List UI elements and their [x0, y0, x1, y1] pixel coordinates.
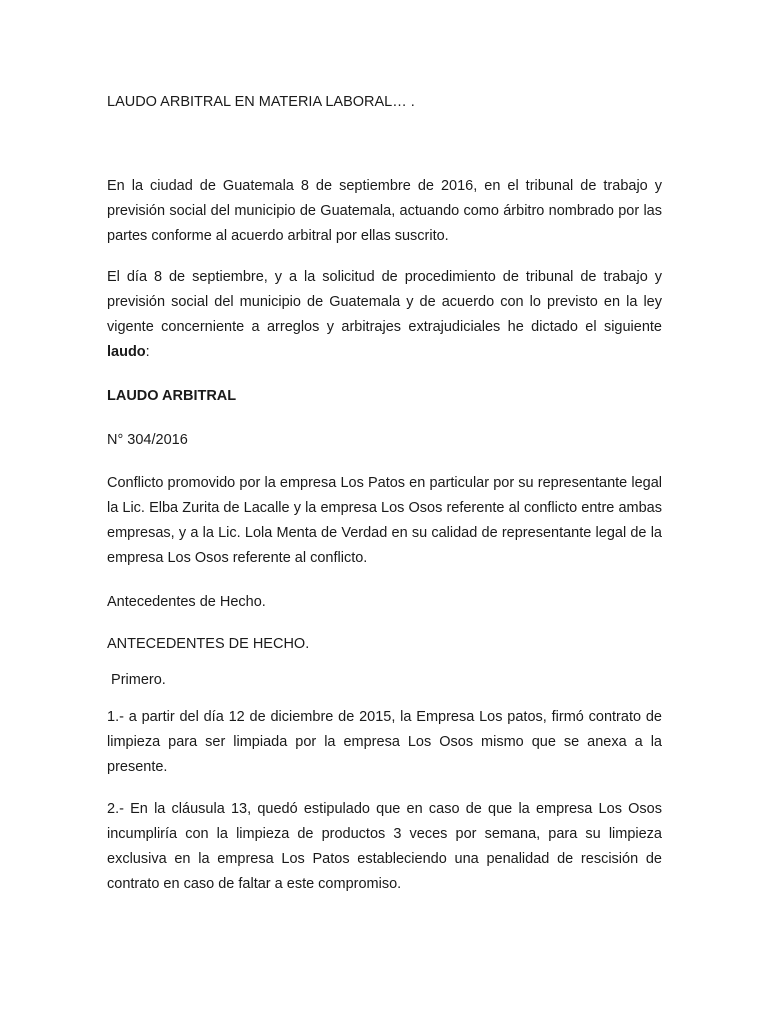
antecedentes-caps-heading: ANTECEDENTES DE HECHO. — [107, 636, 310, 652]
item-1: 1.- a partir del día 12 de diciembre de 2015, la Empresa Los patos, firmó contrato de limpieza para ser limpiada por la empresa Los Osos mismo que se anexa a la presente. — [107, 709, 662, 775]
document-title: LAUDO ARBITRAL EN MATERIA LABORAL… . — [107, 94, 415, 110]
primero-heading: Primero. — [107, 672, 166, 688]
conflict-paragraph: Conflicto promovido por la empresa Los Patos en particular por su representante legal la Lic. Elba Zurita de Lacalle y la empresa Los Osos referente al conflicto entre ambas empresas, y a la Lic. Lola Menta de Verdad en su calidad de representante legal de la empresa Los Osos referente al conflicto. — [107, 475, 662, 566]
second-paragraph-colon: : — [145, 344, 150, 360]
intro-paragraph: En la ciudad de Guatemala 8 de septiembre de 2016, en el tribunal de trabajo y previsión social del municipio de Guatemala, actuando como árbitro nombrado por las partes conforme al acuerdo arbitral por ellas suscrito. — [107, 178, 662, 244]
laudo-word: laudo — [107, 344, 146, 360]
item-2: 2.- En la cláusula 13, quedó estipulado que en caso de que la empresa Los Osos incumpliría con la limpieza de productos 3 veces por semana, para su limpieza exclusiva en la empresa Los Patos estableciendo una penalidad de rescisión de contrato en caso de faltar a este compromiso. — [107, 801, 662, 892]
laudo-number: N° 304/2016 — [107, 432, 188, 448]
antecedentes-heading: Antecedentes de Hecho. — [107, 594, 266, 610]
laudo-heading: LAUDO ARBITRAL — [107, 388, 237, 404]
second-paragraph-text: El día 8 de septiembre, y a la solicitud de procedimiento de tribunal de trabajo y previsión social del municipio de Guatemala y de acuerdo con lo previsto en la ley vigente concerniente a arreglos y arbitrajes extrajudiciales he dictado el siguiente — [107, 269, 662, 335]
second-paragraph — [107, 265, 662, 365]
